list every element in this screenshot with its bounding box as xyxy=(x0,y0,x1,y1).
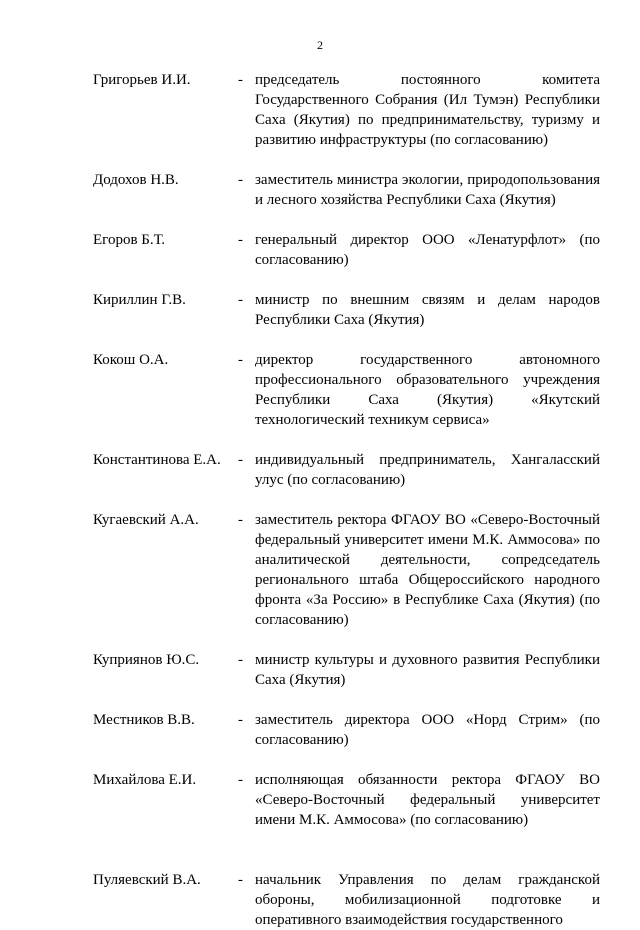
dash-separator: - xyxy=(238,352,243,368)
list-item xyxy=(93,650,600,690)
dash-separator: - xyxy=(238,452,243,468)
member-name: Кириллин Г.В. xyxy=(93,292,186,308)
member-position: генеральный директор ООО «Ленатурфлот» (по согласованию) xyxy=(255,232,600,268)
dash-separator: - xyxy=(238,172,243,188)
member-position: заместитель министра экологии, природопользования и лесного хозяйства Республики Саха (Якутия) xyxy=(255,172,600,208)
list-item xyxy=(93,510,600,630)
member-name: Григорьев И.И. xyxy=(93,72,191,88)
member-position: заместитель директора ООО «Норд Стрим» (по согласованию) xyxy=(255,712,600,748)
member-list xyxy=(93,70,600,930)
member-name: Кугаевский А.А. xyxy=(93,512,199,528)
member-position: директор государственного автономного профессионального образовательного учреждения Республики Саха (Якутия) «Якутский технологический техникум сервиса» xyxy=(255,352,600,428)
member-position: министр по внешним связям и делам народов Республики Саха (Якутия) xyxy=(255,292,600,328)
dash-separator: - xyxy=(238,872,243,888)
member-position: министр культуры и духовного развития Республики Саха (Якутия) xyxy=(255,652,600,688)
member-position: исполняющая обязанности ректора ФГАОУ ВО «Северо-Восточный федеральный университет имени М.К. Аммосова» (по согласованию) xyxy=(255,772,600,828)
member-position: индивидуальный предприниматель, Хангаласский улус (по согласованию) xyxy=(255,452,600,488)
member-name: Пуляевский В.А. xyxy=(93,872,201,888)
list-item xyxy=(93,350,600,430)
member-name: Местников В.В. xyxy=(93,712,195,728)
dash-separator: - xyxy=(238,512,243,528)
list-item xyxy=(93,290,600,330)
member-name: Михайлова Е.И. xyxy=(93,772,197,788)
dash-separator: - xyxy=(238,772,243,788)
dash-separator: - xyxy=(238,292,243,308)
page-number: 2 xyxy=(317,38,323,52)
dash-separator: - xyxy=(238,72,243,88)
member-name: Егоров Б.Т. xyxy=(93,232,166,248)
list-item xyxy=(93,710,600,750)
dash-separator: - xyxy=(238,652,243,668)
list-item xyxy=(93,70,600,150)
dash-separator: - xyxy=(238,712,243,728)
list-item xyxy=(93,230,600,270)
member-name: Куприянов Ю.С. xyxy=(93,652,200,668)
list-item xyxy=(93,870,600,930)
member-position: председатель постоянного комитета Государственного Собрания (Ил Тумэн) Республики Саха (Якутия) по предпринимательству, туризму и развитию инфраструктуры (по согласованию) xyxy=(255,72,600,148)
list-item xyxy=(93,170,600,210)
dash-separator: - xyxy=(238,232,243,248)
member-name: Кокош О.А. xyxy=(93,352,169,368)
member-position: заместитель ректора ФГАОУ ВО «Северо-Восточный федеральный университет имени М.К. Аммосова» по аналитической деятельности, сопредседатель регионального штаба Общероссийского народного фронта «За Россию» в Республике Саха (Якутия) (по согласованию) xyxy=(255,512,600,628)
member-name: Додохов Н.В. xyxy=(93,172,179,188)
member-name: Константинова Е.А. xyxy=(93,452,221,468)
member-position: начальник Управления по делам гражданской обороны, мобилизационной подготовке и оперативного взаимодействия государственного xyxy=(255,872,600,928)
list-item xyxy=(93,450,600,490)
list-item xyxy=(93,770,600,830)
